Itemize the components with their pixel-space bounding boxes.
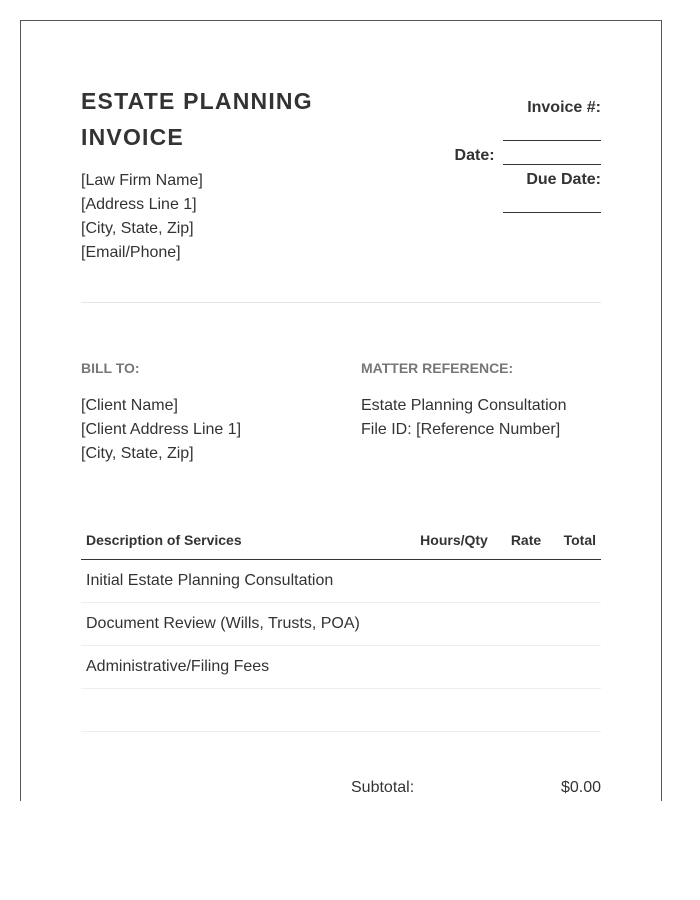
due-date-row (526, 171, 601, 189)
due-date-label: Due Date: (526, 171, 601, 188)
row-total (553, 603, 601, 646)
due-date-field (503, 211, 601, 213)
row-hours (409, 689, 499, 732)
firm-city: [City, State, Zip] (81, 220, 194, 237)
col-hours-header: Hours/Qty (409, 521, 499, 560)
matter-description: Estate Planning Consultation (361, 397, 567, 414)
row-rate (499, 689, 553, 732)
subtotal-label: Subtotal: (351, 779, 415, 796)
invoice-number-field (503, 139, 601, 141)
row-description: Initial Estate Planning Consultation (81, 560, 409, 603)
table-header-row (81, 521, 601, 560)
client-city: [City, State, Zip] (81, 445, 194, 462)
bill-to-label: BILL TO: (81, 360, 140, 376)
col-rate-header: Rate (499, 521, 553, 560)
date-field (503, 163, 601, 165)
firm-contact: [Email/Phone] (81, 244, 181, 261)
table-row (81, 560, 601, 603)
header-divider (81, 302, 601, 303)
row-description (81, 689, 409, 732)
row-total (553, 560, 601, 603)
row-hours (409, 646, 499, 689)
row-description: Administrative/Filing Fees (81, 646, 409, 689)
services-table (81, 521, 601, 732)
row-total (553, 646, 601, 689)
client-name: [Client Name] (81, 397, 178, 414)
bill-to-block (81, 394, 241, 466)
row-rate (499, 603, 553, 646)
row-total (553, 689, 601, 732)
row-description: Document Review (Wills, Trusts, POA) (81, 603, 409, 646)
row-rate (499, 646, 553, 689)
matter-file-id: File ID: [Reference Number] (361, 421, 561, 438)
matter-reference-label: MATTER REFERENCE: (361, 360, 514, 376)
invoice-page (20, 20, 662, 801)
row-rate (499, 560, 553, 603)
firm-address: [Address Line 1] (81, 196, 197, 213)
law-firm-block (81, 169, 203, 265)
col-total-header: Total (553, 521, 601, 560)
row-hours (409, 560, 499, 603)
invoice-number-blank (503, 123, 601, 141)
invoice-number-row (527, 99, 601, 117)
col-description-header: Description of Services (81, 521, 409, 560)
date-row (455, 147, 601, 165)
table-row (81, 603, 601, 646)
client-address: [Client Address Line 1] (81, 421, 242, 438)
date-label: Date: (454, 147, 495, 164)
matter-reference-block (361, 394, 566, 442)
invoice-title: ESTATE PLANNING INVOICE (81, 88, 313, 150)
row-hours (409, 603, 499, 646)
table-row (81, 646, 601, 689)
firm-name: [Law Firm Name] (81, 172, 203, 189)
invoice-number-label: Invoice #: (527, 99, 601, 116)
subtotal-value: $0.00 (560, 779, 601, 796)
due-date-blank (503, 195, 601, 213)
table-row (81, 689, 601, 732)
